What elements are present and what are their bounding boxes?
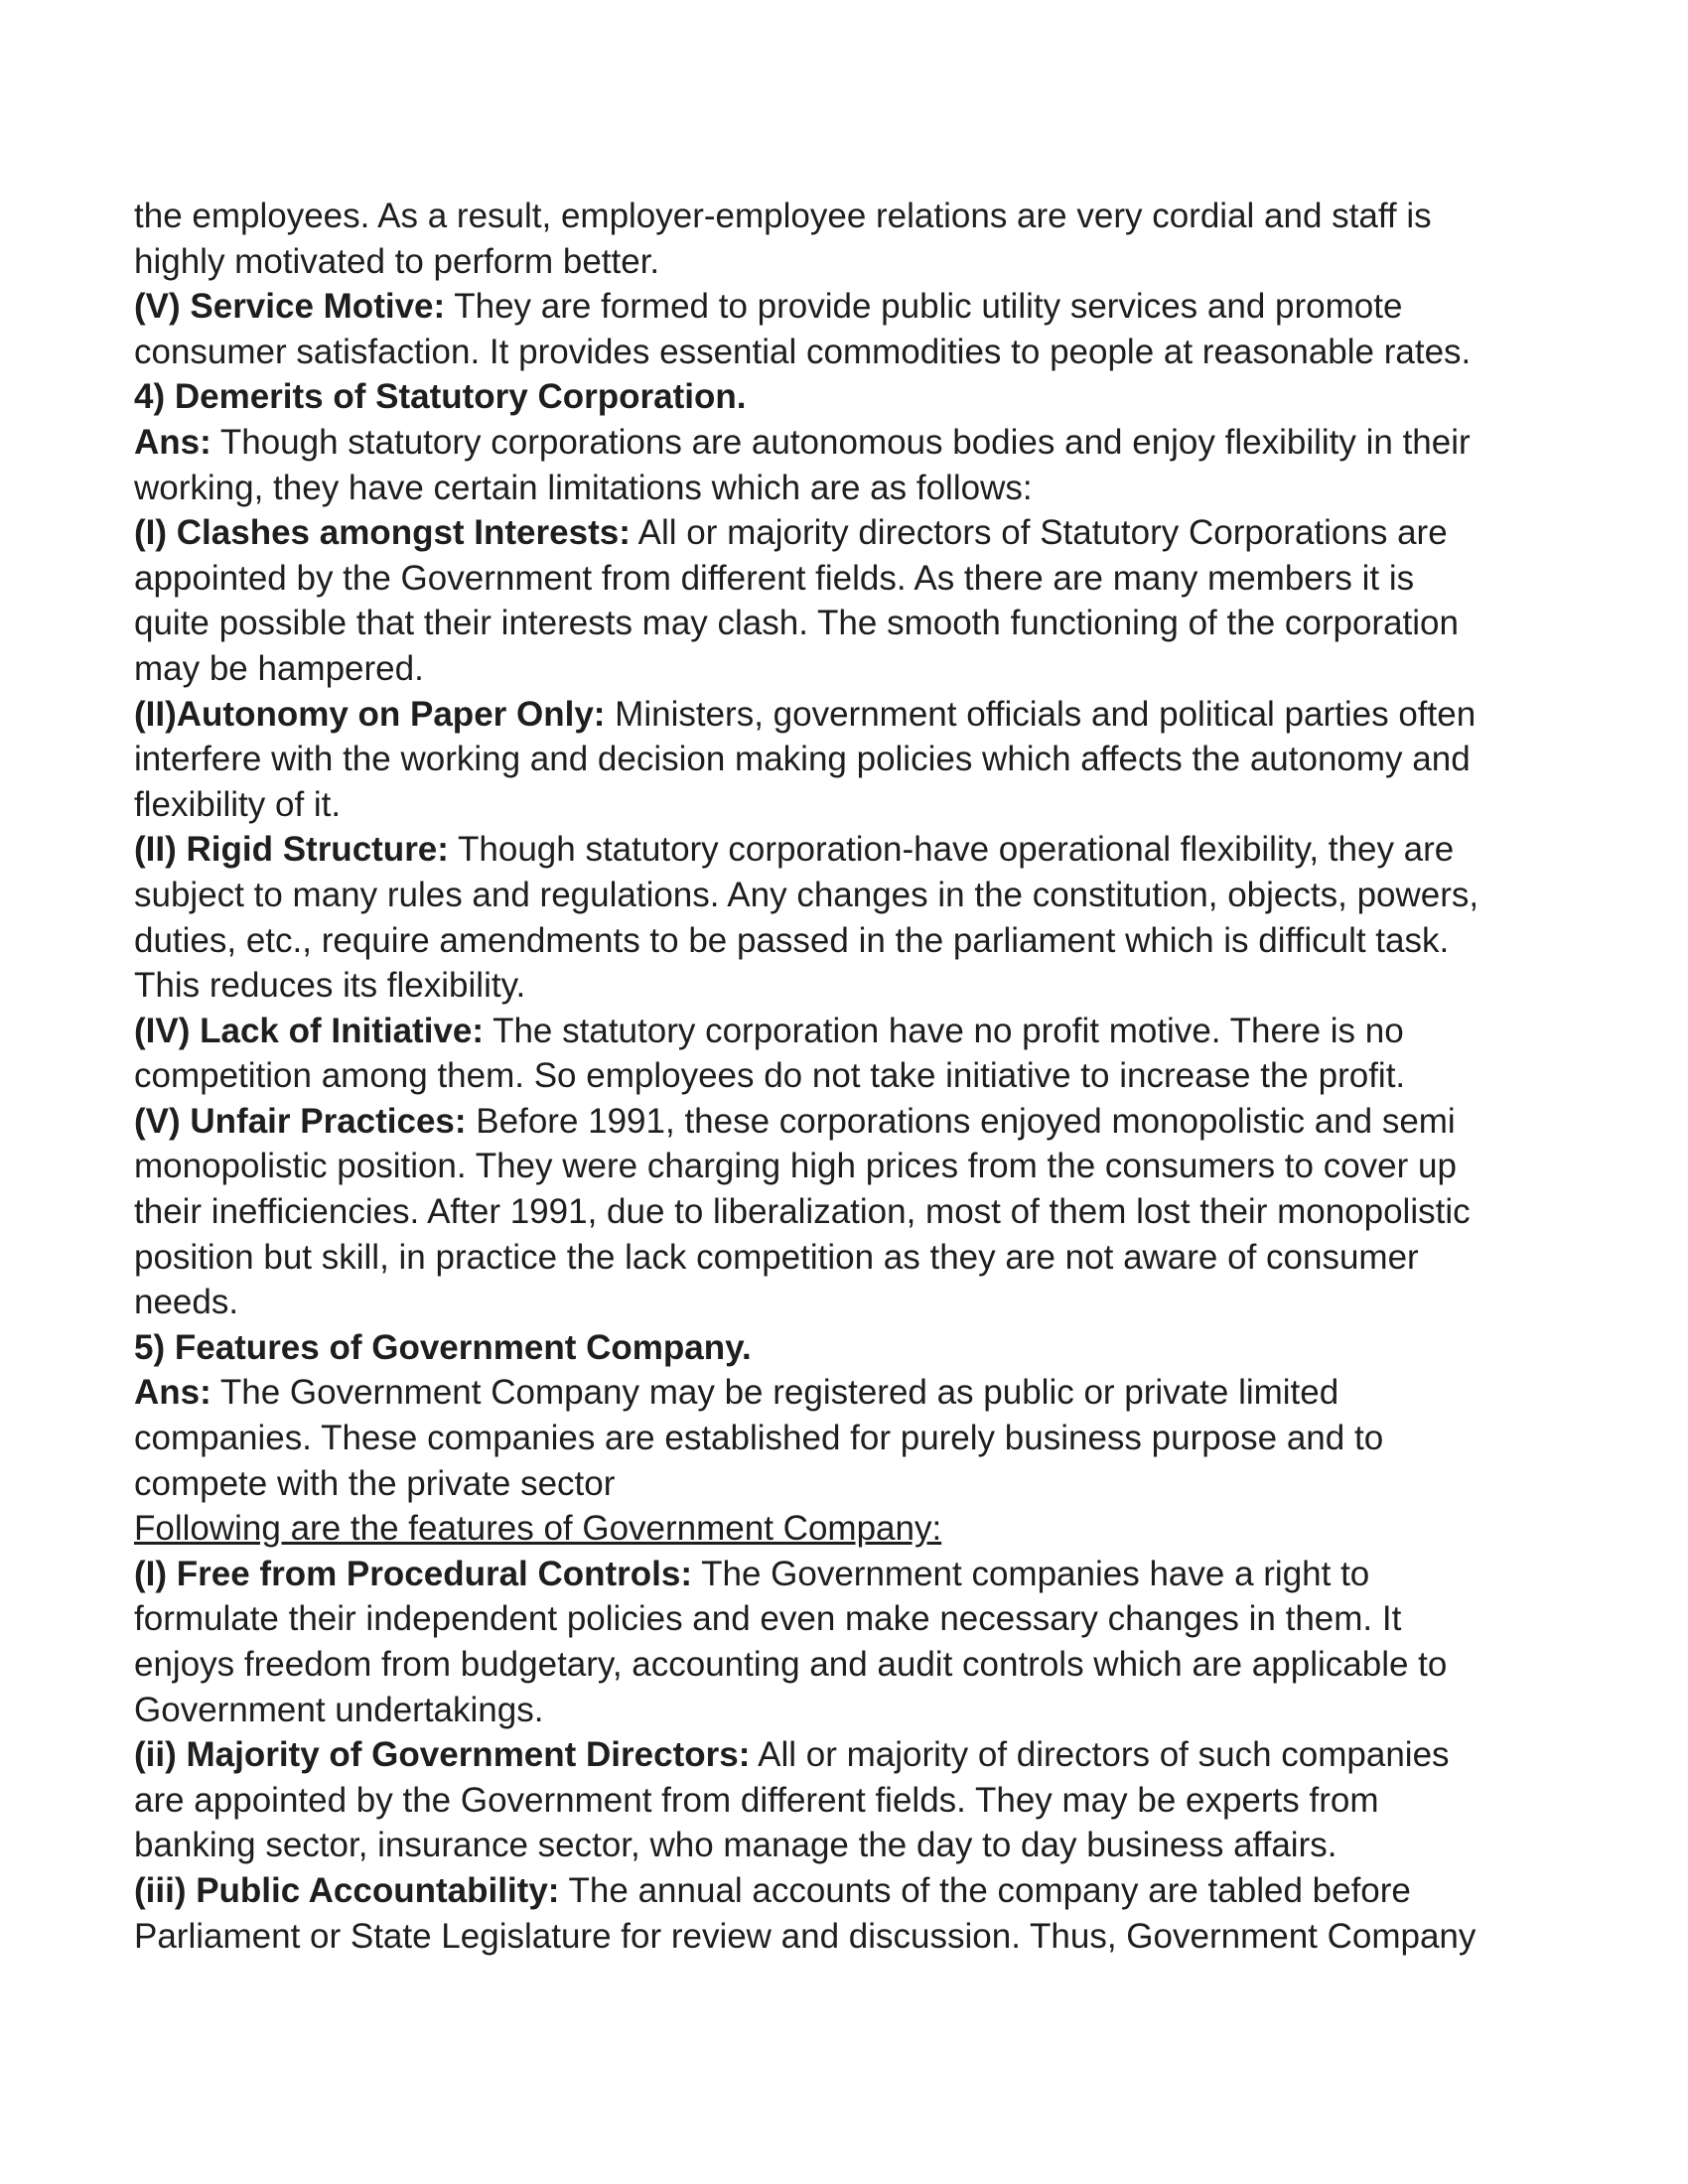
point-label: (V) Service Motive: (134, 287, 446, 327)
procedural-controls-paragraph (134, 1552, 1554, 1597)
point-text: All or majority of directors of such companies (750, 1735, 1450, 1775)
body-line: formulate their independent policies and even make necessary changes in them. It (134, 1599, 1402, 1639)
question-heading: 4) Demerits of Statutory Corporation. (134, 377, 747, 417)
answer-label: Ans: (134, 1373, 211, 1413)
point-label: (iii) Public Accountability: (134, 1870, 560, 1910)
point-label: (II) Rigid Structure: (134, 830, 449, 870)
body-line: highly motivated to perform better. (134, 241, 660, 281)
point-label: (II)Autonomy on Paper Only: (134, 694, 606, 734)
body-line: position but skill, in practice the lack competition as they are not aware of consumer (134, 1237, 1419, 1277)
body-line: may be hampered. (134, 648, 424, 688)
body-line: duties, etc., require amendments to be passed in the parliament which is difficult task. (134, 920, 1450, 960)
answer-paragraph (134, 420, 1554, 466)
body-line: compete with the private sector (134, 1463, 616, 1503)
body-line: appointed by the Government from different fields. As there are many members it is (134, 558, 1415, 598)
point-label: (ii) Majority of Government Directors: (134, 1735, 751, 1775)
body-line: flexibility of it. (134, 784, 342, 824)
answer-text: The Government Company may be registered as public or private limited (211, 1373, 1339, 1413)
body-line: needs. (134, 1283, 239, 1322)
body-line: consumer satisfaction. It provides essential commodities to people at reasonable rates. (134, 332, 1472, 371)
body-line: This reduces its flexibility. (134, 966, 526, 1006)
point-label: (V) Unfair Practices: (134, 1101, 467, 1141)
answer-text: Though statutory corporations are autonomous bodies and enjoy flexibility in their (211, 422, 1471, 462)
answer-paragraph (134, 1370, 1554, 1416)
point-text: Before 1991, these corporations enjoyed monopolistic and semi (466, 1101, 1456, 1141)
question-heading: 5) Features of Government Company. (134, 1327, 752, 1367)
point-text: All or majority directors of Statutory Corporations are (630, 513, 1448, 553)
autonomy-paragraph (134, 692, 1554, 738)
body-line: companies. These companies are established for purely business purpose and to (134, 1419, 1384, 1458)
rigid-structure-paragraph (134, 827, 1554, 873)
body-line: enjoys freedom from budgetary, accounting and audit controls which are applicable to (134, 1645, 1448, 1684)
point-label: (I) Free from Procedural Controls: (134, 1554, 693, 1593)
body-line: interfere with the working and decision making policies which affects the autonomy and (134, 740, 1471, 779)
unfair-practices-paragraph (134, 1099, 1554, 1145)
body-line: competition among them. So employees do not take initiative to increase the profit. (134, 1056, 1406, 1096)
body-line: their inefficiencies. After 1991, due to liberalization, most of them lost their monopolistic (134, 1192, 1471, 1232)
point-text: The statutory corporation have no profit motive. There is no (484, 1011, 1404, 1050)
point-text: They are formed to provide public utility services and promote (445, 287, 1403, 327)
body-line: Parliament or State Legislature for review and discussion. Thus, Government Company (134, 1916, 1477, 1956)
body-line: the employees. As a result, employer-employee relations are very cordial and staff is (134, 197, 1432, 235)
body-line: working, they have certain limitations which are as follows: (134, 468, 1033, 507)
body-line: Government undertakings. (134, 1690, 544, 1729)
body-line: monopolistic position. They were charging high prices from the consumers to cover up (134, 1147, 1457, 1186)
point-text: The annual accounts of the company are tabled before (559, 1870, 1411, 1910)
lack-of-initiative-paragraph (134, 1009, 1554, 1054)
point-text: Though statutory corporation-have operational flexibility, they are (448, 830, 1455, 870)
body-line: are appointed by the Government from different fields. They may be experts from (134, 1780, 1379, 1820)
clashes-paragraph (134, 510, 1554, 556)
body-line: subject to many rules and regulations. Any changes in the constitution, objects, powers, (134, 875, 1479, 914)
service-motive-paragraph (134, 284, 1554, 330)
body-line: banking sector, insurance sector, who manage the day to day business affairs. (134, 1826, 1337, 1865)
point-text: Ministers, government officials and political parties often (605, 694, 1477, 734)
document-page (134, 194, 1554, 1959)
point-label: (IV) Lack of Initiative: (134, 1011, 484, 1050)
public-accountability-paragraph (134, 1868, 1554, 1914)
answer-label: Ans: (134, 422, 211, 462)
government-directors-paragraph (134, 1732, 1554, 1778)
features-subheading: Following are the features of Government Company: (134, 1509, 942, 1549)
body-line: quite possible that their interests may clash. The smooth functioning of the corporation (134, 604, 1459, 643)
point-text: The Government companies have a right to (692, 1554, 1370, 1593)
point-label: (I) Clashes amongst Interests: (134, 513, 631, 553)
